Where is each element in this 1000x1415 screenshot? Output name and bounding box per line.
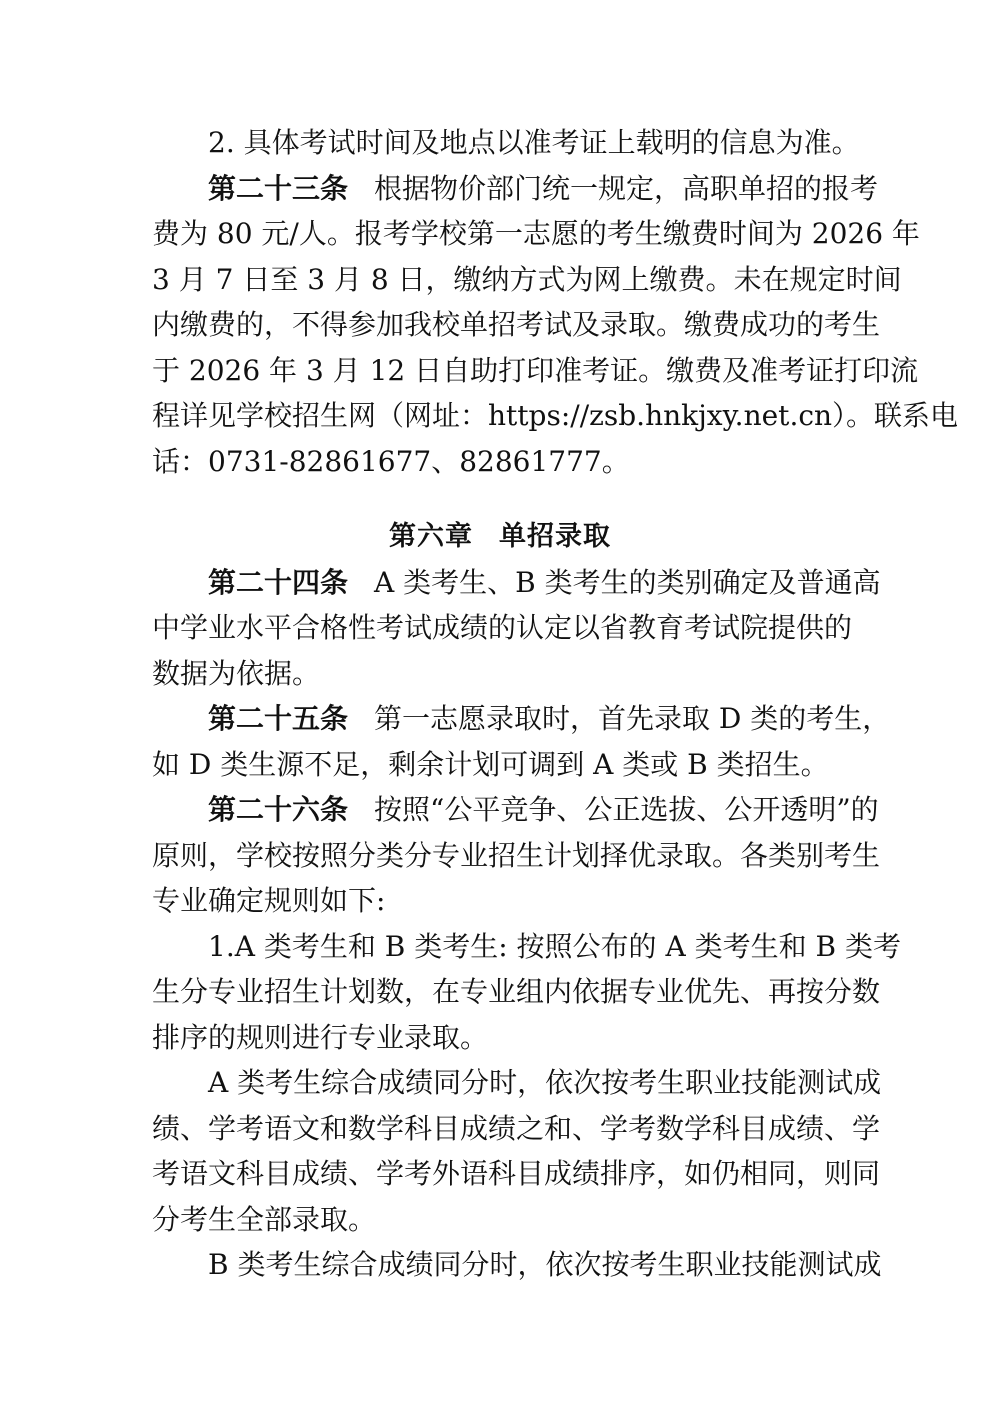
text-line: 根据物价部门统一规定，高职单招的报考 <box>374 171 879 205</box>
article-24 <box>152 560 881 697</box>
chapter-title: 单招录取 <box>499 521 611 552</box>
text-line: 内缴费的，不得参加我校单招考试及录取。缴费成功的考生 <box>152 308 881 341</box>
article-25 <box>152 696 891 787</box>
text-line: 分考生全部录取。 <box>152 1202 377 1236</box>
text-line: 绩、学考语文和数学科目成绩之和、学考数学科目成绩、学 <box>152 1111 881 1145</box>
text-line: 2. 具体考试时间及地点以准考证上载明的信息为准。 <box>208 126 860 159</box>
text-line: 话：0731-82861677、82861777。 <box>152 444 630 478</box>
article-heading: 第二十三条 <box>208 171 349 205</box>
text-line: B 类考生综合成绩同分时，依次按考生职业技能测试成 <box>208 1248 882 1281</box>
article-first-line <box>152 560 881 606</box>
text-line: 程详见学校招生网（网址：https://zsb.hnkjxy.net.cn）。联系电 <box>152 399 959 432</box>
text-line: 排序的规则进行专业录取。 <box>152 1020 489 1054</box>
article-heading: 第二十四条 <box>208 565 349 599</box>
article-heading: 第二十六条 <box>208 793 349 826</box>
article-first-line <box>152 166 879 212</box>
article-first-line <box>152 696 891 742</box>
article-first-line <box>152 787 879 833</box>
article-23 <box>152 166 959 485</box>
text-line: 生分专业招生计划数，在专业组内依据专业优先、再按分数 <box>152 975 881 1008</box>
text-line: 3 月 7 日至 3 月 8 日，缴纳方式为网上缴费。未在规定时间 <box>152 262 902 296</box>
text-line: 中学业水平合格性考试成绩的认定以省教育考试院提供的 <box>152 611 853 644</box>
text-line: 于 2026 年 3 月 12 日自助打印准考证。缴费及准考证打印流 <box>152 353 919 387</box>
text-line: 如 D 类生源不足，剩余计划可调到 A 类或 B 类招生。 <box>152 747 829 781</box>
article-26 <box>152 787 881 924</box>
text-line: 考语文科目成绩、学考外语科目成绩排序，如仍相同，则同 <box>152 1157 881 1190</box>
rule-b-tiebreak <box>152 1242 882 1288</box>
chapter-heading <box>152 514 848 560</box>
text-line: 1.A 类考生和 B 类考生: 按照公布的 A 类考生和 B 类考 <box>208 929 901 963</box>
text-line: 原则，学校按照分类分专业招生计划择优录取。各类别考生 <box>152 838 881 872</box>
rule-a-tiebreak <box>152 1060 882 1242</box>
chapter-number: 第六章 <box>389 521 473 552</box>
text-line: 第一志愿录取时，首先录取 D 类的考生， <box>374 702 891 735</box>
text-line: A 类考生、B 类考生的类别确定及普通高 <box>374 565 881 599</box>
document-page <box>152 120 959 1288</box>
paragraph-exam-time <box>152 120 860 166</box>
rule-item-1 <box>152 924 901 1061</box>
article-heading: 第二十五条 <box>208 702 349 735</box>
text-line: 专业确定规则如下: <box>152 884 386 917</box>
text-line: 费为 80 元/人。报考学校第一志愿的考生缴费时间为 2026 年 <box>152 217 920 250</box>
text-line: A 类考生综合成绩同分时，依次按考生职业技能测试成 <box>208 1066 882 1099</box>
text-line: 数据为依据。 <box>152 656 321 690</box>
text-line: 按照“公平竞争、公正选拔、公开透明”的 <box>374 793 879 826</box>
